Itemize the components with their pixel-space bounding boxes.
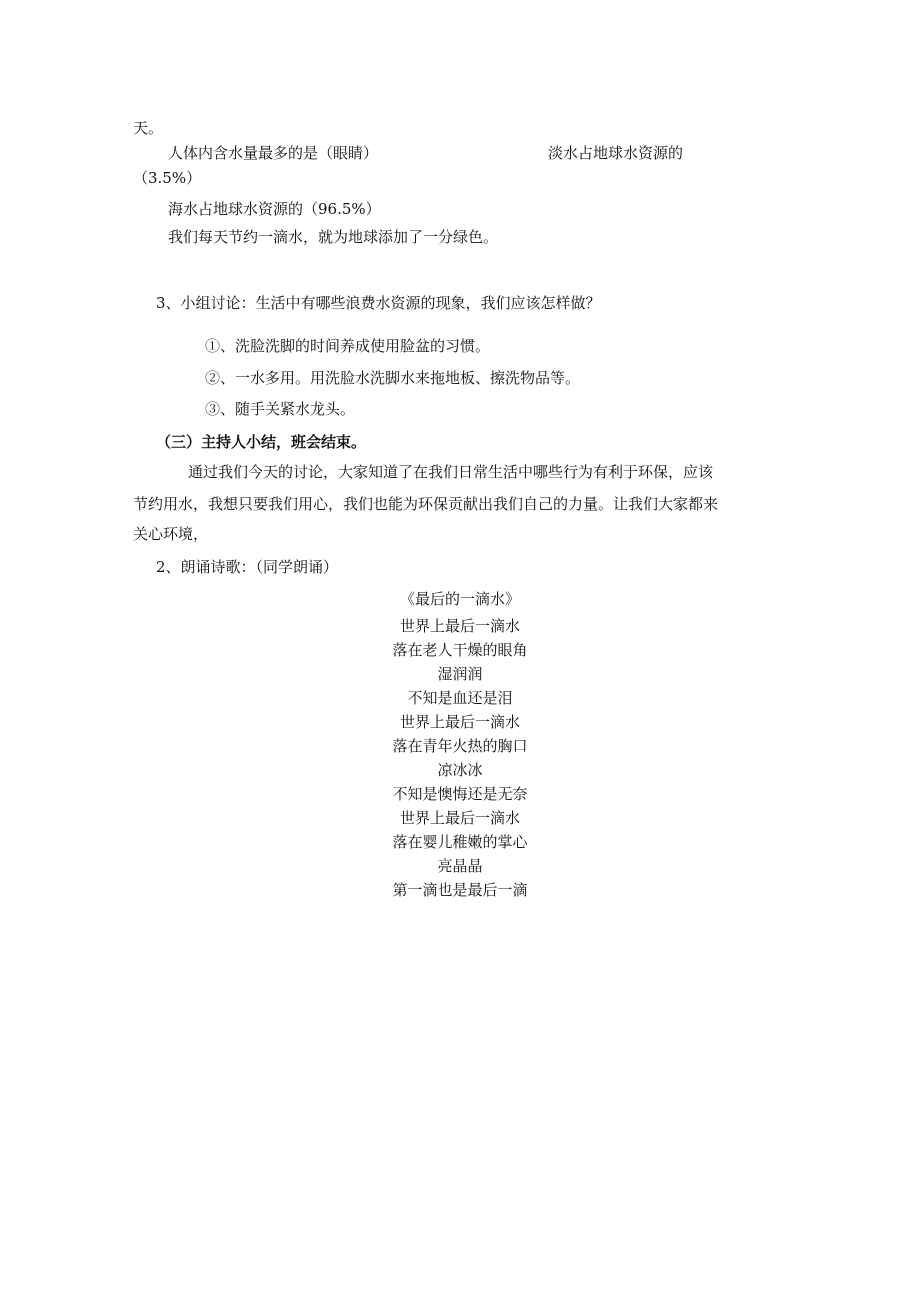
text-tian: 天。 <box>133 119 164 137</box>
poem-line: 世界上最后一滴水 <box>399 809 520 827</box>
discussion-item-2: ②、一水多用。用洗脸水洗脚水来拖地板、擦洗物品等。 <box>205 369 581 387</box>
summary-paragraph-line-1: 通过我们今天的讨论，大家知道了在我们日常生活中哪些行为有利于环保，应该 <box>188 463 714 481</box>
poem-line: 世界上最后一滴水 <box>399 713 520 731</box>
text-body-water: 人体内含水量最多的是（眼睛） <box>168 144 379 162</box>
poem-line: 第一滴也是最后一滴 <box>392 881 528 899</box>
discussion-item-3: ③、随手关紧水龙头。 <box>205 400 356 418</box>
summary-paragraph-line-2: 节约用水，我想只要我们用心，我们也能为环保贡献出我们自己的力量。让我们大家都来 <box>133 495 719 513</box>
poem-line: 凉冰冰 <box>437 761 483 779</box>
summary-heading: （三）主持人小结，班会结束。 <box>156 433 367 451</box>
poem-line: 湿润润 <box>437 665 483 683</box>
poem-line: 不知是懊悔还是无奈 <box>392 785 528 803</box>
discussion-question: 3、小组讨论：生活中有哪些浪费水资源的现象，我们应该怎样做？ <box>156 294 601 312</box>
poem-line: 落在婴儿稚嫩的掌心 <box>392 833 528 851</box>
text-fresh-pct: （3.5%） <box>133 169 202 187</box>
text-sea-water: 海水占地球水资源的（96.5%） <box>168 200 381 218</box>
text-save-water: 我们每天节约一滴水，就为地球添加了一分绿色。 <box>168 228 499 246</box>
poem-line: 不知是血还是泪 <box>407 689 513 707</box>
poem-title: 《最后的一滴水》 <box>399 590 520 608</box>
recital-label: 2、朗诵诗歌：（同学朗诵） <box>156 558 339 576</box>
text-fresh-water: 淡水占地球水资源的 <box>548 144 684 162</box>
poem-line: 落在老人干燥的眼角 <box>392 641 528 659</box>
poem-line: 世界上最后一滴水 <box>399 617 520 635</box>
poem-line: 落在青年火热的胸口 <box>392 737 528 755</box>
summary-paragraph-line-3: 关心环境， <box>133 525 209 543</box>
poem-line: 亮晶晶 <box>437 857 483 875</box>
discussion-item-1: ①、洗脸洗脚的时间养成使用脸盆的习惯。 <box>205 337 491 355</box>
